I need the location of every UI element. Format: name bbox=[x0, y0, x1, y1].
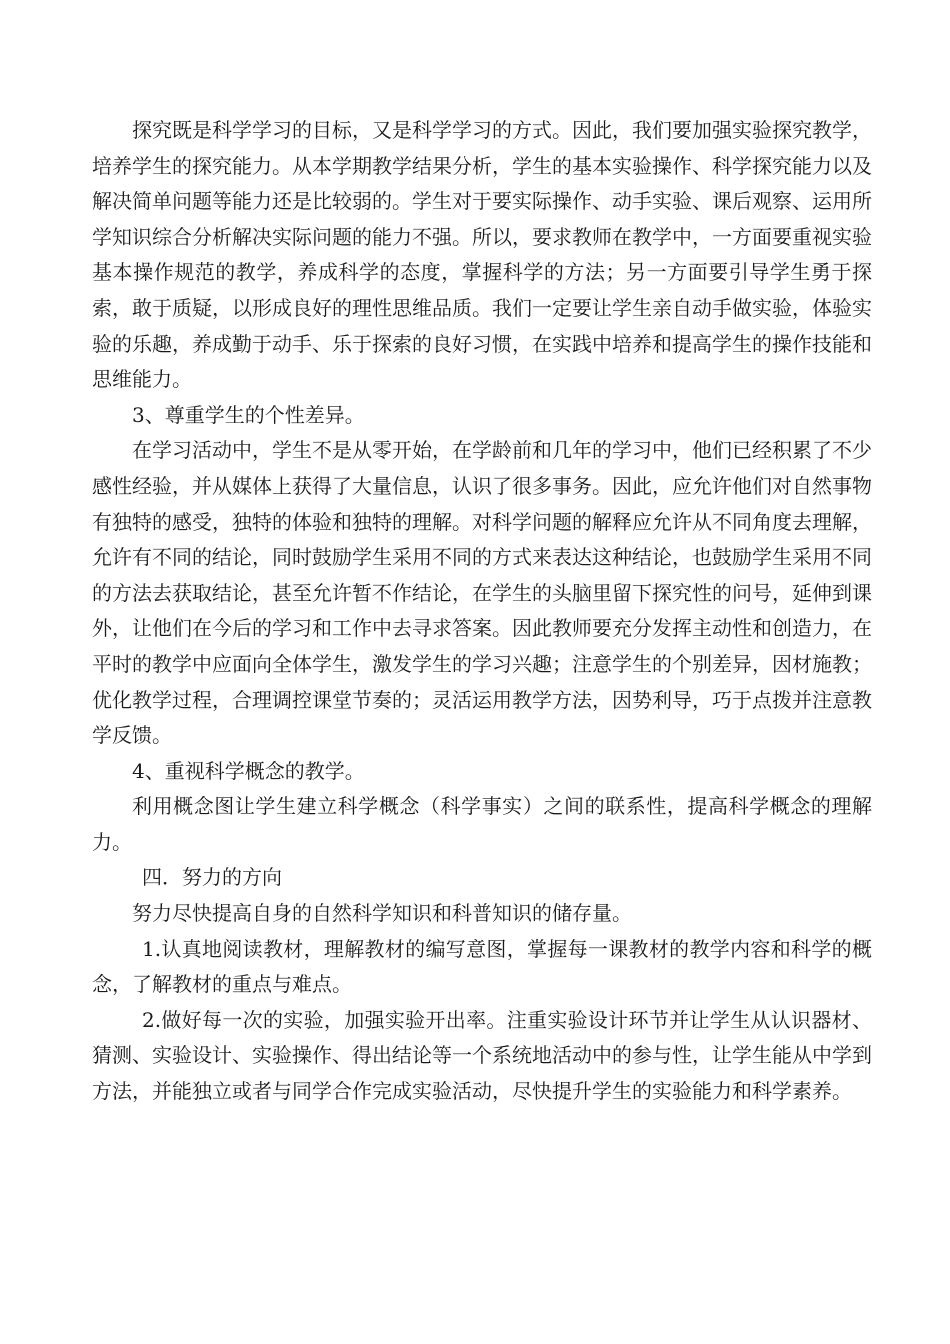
heading-science-concepts: 4、重视科学概念的教学。 bbox=[132, 758, 365, 783]
list-item-read-textbook: 1.认真地阅读教材，理解教材的编写意图，掌握每一课教材的教学内容和科学的概念，了解教材的重点与难点。 bbox=[92, 936, 872, 997]
heading-respect-individual-differences: 3、尊重学生的个性差异。 bbox=[132, 402, 365, 427]
heading-direction-of-effort: 四．努力的方向 bbox=[142, 865, 282, 890]
paragraph-inquiry-teaching: 探究既是科学学习的目标，又是科学学习的方式。因此，我们要加强实验探究教学，培养学生的探究能力。从本学期教学结果分析，学生的基本实验操作、科学探究能力以及解决简单问题等能力还是比较弱的。学生对于要实际操作、动手实验、课后观察、运用所学知识综合分析解决实际问题的能力不强。所以，要求教师在教学中，一方面要重视实验基本操作规范的教学，养成科学的态度，掌握科学的方法；另一方面要引导学生勇于探索，敢于质疑，以形成良好的理性思维品质。我们一定要让学生亲自动手做实验，体验实验的乐趣，养成勤于动手、乐于探索的良好习惯，在实践中培养和提高学生的操作技能和思维能力。 bbox=[92, 118, 872, 392]
paragraph-individual-differences: 在学习活动中，学生不是从零开始，在学龄前和几年的学习中，他们已经积累了不少感性经验，并从媒体上获得了大量信息，认识了很多事务。因此，应允许他们对自然事物有独特的感受，独特的体验和独特的理解。对科学问题的解释应允许从不同角度去理解，允许有不同的结论，同时鼓励学生采用不同的方式来表达这种结论，也鼓励学生采用不同的方法去获取结论，甚至允许暂不作结论，在学生的头脑里留下探究性的问号，延伸到课外，让他们在今后的学习和工作中去寻求答案。因此教师要充分发挥主动性和创造力，在平时的教学中应面向全体学生，激发学生的学习兴趣；注意学生的个别差异，因材施教；优化教学过程，合理调控课堂节奏的；灵活运用教学方法，因势利导，巧于点拨并注意教学反馈。 bbox=[92, 438, 872, 748]
list-item-experiments: 2.做好每一次的实验，加强实验开出率。注重实验设计环节并让学生从认识器材、猜测、实验设计、实验操作、得出结论等一个系统地活动中的参与性，让学生能从中学到方法，并能独立或者与同学合作完成实验活动，尽快提升学生的实验能力和科学素养。 bbox=[92, 1007, 872, 1104]
paragraph-concept-map: 利用概念图让学生建立科学概念（科学事实）之间的联系性，提高科学概念的理解力。 bbox=[92, 794, 872, 854]
document-body bbox=[92, 113, 872, 1110]
paragraph-improve-knowledge: 努力尽快提高自身的自然科学知识和科普知识的储存量。 bbox=[132, 901, 632, 926]
